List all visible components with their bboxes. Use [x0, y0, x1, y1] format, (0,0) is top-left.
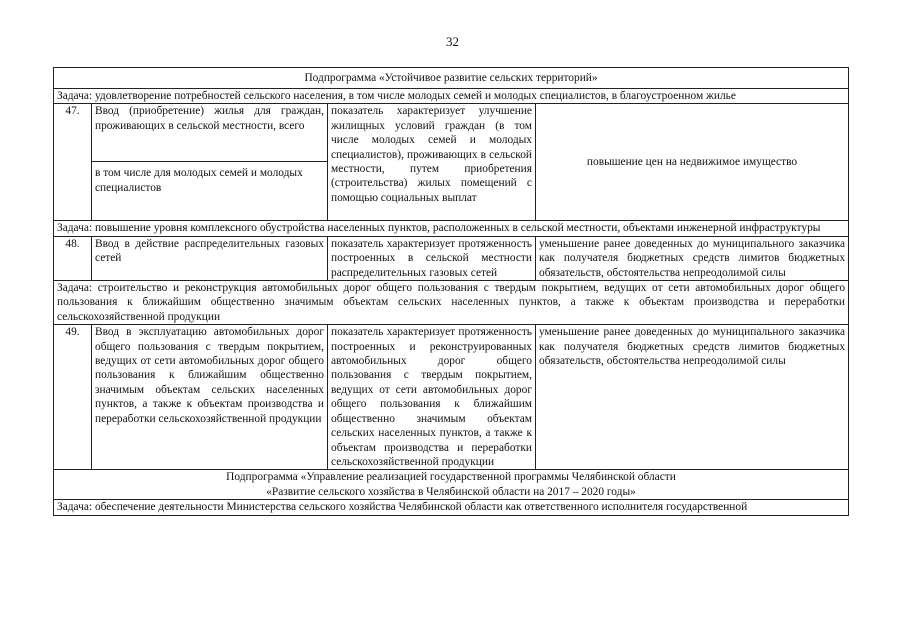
- indicator-cell: Ввод в действие распределительных газовых сетей: [92, 236, 328, 280]
- indicator-sub: в том числе для молодых семей и молодых специалистов: [95, 167, 303, 194]
- indicators-table: [53, 67, 849, 516]
- task-text: Задача: повышение уровня комплексного обустройства населенных пунктов, расположенных в сельской местности, объектами инженерной инфраструктуры: [54, 221, 849, 236]
- task-text: Задача: строительство и реконструкция автомобильных дорог общего пользования с твердым покрытием, ведущих от сети автомобильных дорог общего пользования к ближайшим общественно значимым объектам сельских населенных пунктов, а также к объектам производства и переработки сельскохозяйственной продукции: [54, 281, 849, 325]
- task-row: [54, 89, 849, 104]
- indicator-description: показатель характеризует протяженность построенных и реконструированных автомобильных дорог общего пользования с твердым покрытием, ведущих от сети автомобильных дорог общего пользования к ближайшим общественно значимым объектам сельских населенных пунктов, а также к объектам производства и переработки сельскохозяйственной продукции: [328, 325, 536, 470]
- row-number: 47.: [54, 104, 92, 221]
- indicator-main: Ввод (приобретение) жилья для граждан, проживающих в сельской местности, всего: [92, 104, 327, 162]
- row-number: 48.: [54, 236, 92, 280]
- subprogram-title: [54, 470, 849, 500]
- task-row: [54, 221, 849, 236]
- task-row: [54, 500, 849, 515]
- task-text: Задача: обеспечение деятельности Министерства сельского хозяйства Челябинской области как ответственного исполнителя государственной: [54, 500, 849, 515]
- indicator-cell: [92, 104, 328, 221]
- subprogram-title-line1: Подпрограмма «Управление реализацией государственной программы Челябинской области: [226, 471, 676, 484]
- task-row: [54, 281, 849, 325]
- indicator-cell: Ввод в эксплуатацию автомобильных дорог общего пользования с твердым покрытием, ведущих от сети автомобильных дорог общего пользования к ближайшим общественно значимым объектам сельских населенных пунктов, а также к объектам производства и переработки сельскохозяйственной продукции: [92, 325, 328, 470]
- risk-factors: уменьшение ранее доведенных до муниципального заказчика как получателя бюджетных средств лимитов бюджетных обязательств, обстоятельства непреодолимой силы: [536, 236, 849, 280]
- subprogram-header-row: [54, 68, 849, 89]
- table-row: [54, 325, 849, 470]
- subprogram-title-line2: «Развитие сельского хозяйства в Челябинской области на 2017 – 2020 годы»: [266, 485, 636, 498]
- subprogram-title: Подпрограмма «Устойчивое развитие сельских территорий»: [54, 68, 849, 89]
- table-row: [54, 236, 849, 280]
- task-text: Задача: удовлетворение потребностей сельского населения, в том числе молодых семей и молодых специалистов, в благоустроенном жилье: [54, 89, 849, 104]
- indicator-description: показатель характеризует протяженность построенных в сельской местности распределительных газовых сетей: [328, 236, 536, 280]
- subprogram-header-row: [54, 470, 849, 500]
- page-number: 32: [446, 34, 459, 49]
- indicator-description: показатель характеризует улучшение жилищных условий граждан (в том числе молодых семей и молодых специалистов), проживающих в сельской местности, путем приобретения (строительства) жилых помещений с помощью социальных выплат: [328, 104, 536, 221]
- table-row: [54, 104, 849, 221]
- row-number: 49.: [54, 325, 92, 470]
- risk-factors: уменьшение ранее доведенных до муниципального заказчика как получателя бюджетных средств лимитов бюджетных обязательств, обстоятельства непреодолимой силы: [536, 325, 849, 470]
- risk-factors: повышение цен на недвижимое имущество: [536, 104, 849, 221]
